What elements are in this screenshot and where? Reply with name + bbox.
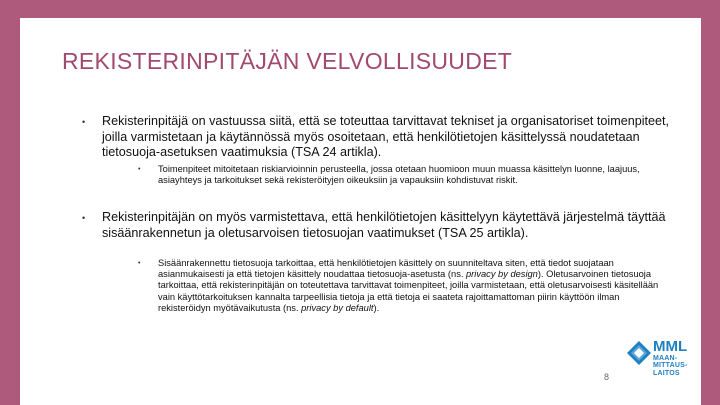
logo-subtitle-line: MITTAUS- bbox=[653, 362, 688, 370]
logo-wordmark: MML bbox=[653, 338, 688, 355]
slide-title: REKISTERINPITÄJÄN VELVOLLISUUDET bbox=[62, 48, 513, 74]
bullet-marker: • bbox=[82, 213, 86, 223]
page-number: 8 bbox=[604, 372, 610, 382]
bullet-1-text: Rekisterinpitäjä on vastuussa siitä, että se toteuttaa tarvittavat tekniset ja organisatoriset toimenpiteet, joilla varmistetaan ja käytännössä myös osoitetaan, että henkilötietojen käsittelyssä noudatetaan tietosuoja-asetuksen vaatimuksia (TSA 24 artikla). bbox=[102, 114, 670, 160]
logo-subtitle bbox=[653, 355, 688, 377]
bullet-marker: • bbox=[82, 117, 86, 127]
bullet-2-text: Rekisterinpitäjän on myös varmistettava, että henkilötietojen käsittelyyn käytettävä järjestelmä täyttää sisäänrakennetun ja oletusarvoisen tietosuojan vaatimukset (TSA 25 artikla). bbox=[102, 210, 666, 240]
subtext-emphasis-design: privacy by design bbox=[466, 269, 538, 280]
bullet-1-subtext: Toimenpiteet mitoitetaan riskiarvioinnin perusteella, jossa otetaan huomioon muun muassa käsittelyn luonne, laajuus, asiayhteys ja tarkoitukset sekä rekisteröityjen oikeuksiin ja vapauksiin kohdistuvat riskit. bbox=[158, 164, 640, 186]
subtext-part-b: ). Oletusarvoinen tietosuoja tarkoittaa, että rekisterinpitäjän on toteutettava tarvittavat toimenpiteet, joilla varmistetaan, että oletusarvoisesti käsitellään vain käyttötarkoituksen kannalta tarpeellisia tietoja ja että tietoja ei saateta rajoittamattoman piirin käyttöön ilman rekisteröidyn myötävaikutusta (ns. bbox=[158, 269, 659, 313]
sub-bullet-marker: • bbox=[138, 260, 141, 267]
subtext-part-a: Sisäänrakennettu tietosuoja tarkoittaa, että henkilötietojen käsittely on suunniteltava siten, että tiedot suojataan asianmukaisesti ja että tietojen käsittely noudattaa tietosuoja-asetusta (ns. bbox=[158, 258, 614, 280]
subtext-emphasis-default: privacy by default bbox=[301, 302, 374, 313]
sub-bullet-marker: • bbox=[138, 166, 141, 173]
logo-subtitle-line: MAAN- bbox=[653, 355, 678, 362]
logo-subtitle-line: LAITOS bbox=[653, 369, 680, 377]
bullet-2-subtext bbox=[158, 258, 663, 314]
subtext-part-c: ). bbox=[373, 302, 380, 313]
